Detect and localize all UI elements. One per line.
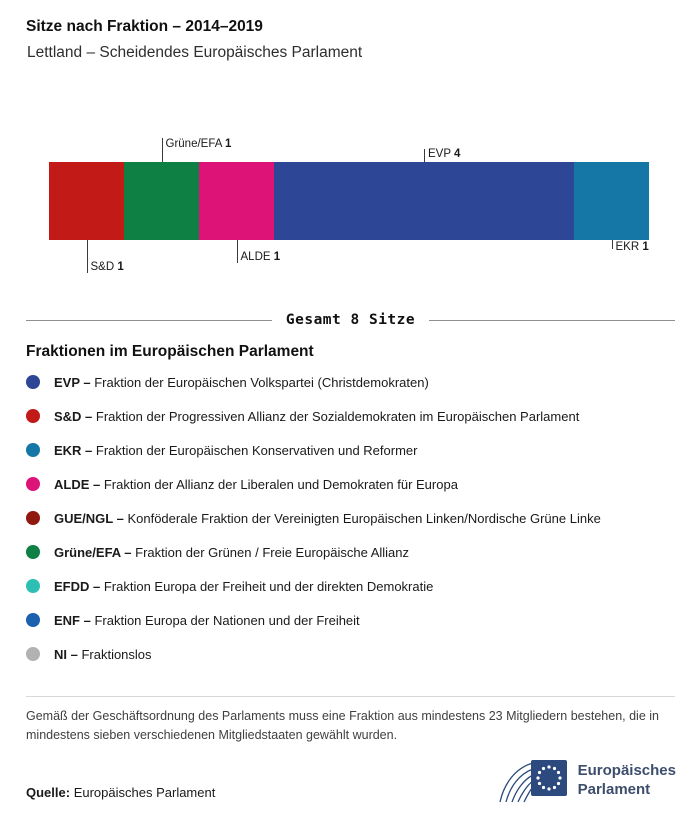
footer-divider [26,696,675,697]
bar-label-gr-ne-efa: Grüne/EFA 1 [165,138,232,150]
legend-label: EKR – Fraktion der Europäischen Konservativen und Reformer [54,442,418,458]
source-line [26,785,215,800]
legend-label: GUE/NGL – Konföderale Fraktion der Vereinigten Europäischen Linken/Nordische Grüne Linke [54,510,601,526]
total-seats-divider [26,312,675,328]
bar-segment-s-d[interactable] [49,162,124,240]
legend-label: EVP – Fraktion der Europäischen Volkspartei (Christdemokraten) [54,374,429,390]
legend-item-gue-ngl [26,501,675,535]
page-subtitle: Lettland – Scheidendes Europäisches Parlament [27,44,363,61]
legend-label: Grüne/EFA – Fraktion der Grünen / Freie Europäische Allianz [54,544,410,560]
total-seats-label: Gesamt 8 Sitze [285,312,416,328]
legend-color-dot [26,511,40,525]
divider-line-left [26,320,272,321]
legend-label: S&D – Fraktion der Progressiven Allianz der Sozialdemokraten im Europäischen Parlament [54,408,580,424]
bar-segment-alde[interactable] [199,162,274,240]
bar-label-evp: EVP 4 [428,148,461,160]
legend-item-ni [26,637,675,671]
legend-label: EFDD – Fraktion Europa der Freiheit und der direkten Demokratie [54,578,434,594]
ep-logo-text [578,762,676,800]
legend-heading: Fraktionen im Europäischen Parlament [26,343,314,360]
legend-item-gr-ne-efa [26,535,675,569]
legend-label: NI – Fraktionslos [54,646,152,662]
source-value: Europäisches Parlament [73,785,216,800]
bar-label-alde: ALDE 1 [240,251,281,263]
bar-segment-gr-ne-efa[interactable] [124,162,199,240]
bar-segment-ekr[interactable] [574,162,649,240]
legend-label: ALDE – Fraktion der Allianz der Liberalen und Demokraten für Europa [54,476,458,492]
legend-item-enf [26,603,675,637]
legend-color-dot [26,545,40,559]
legend-color-dot [26,647,40,661]
ep-logo [497,758,676,804]
legend-item-alde [26,467,675,501]
legend-color-dot [26,579,40,593]
legend-item-ekr [26,433,675,467]
legend-color-dot [26,477,40,491]
source-label: Quelle: [26,785,71,800]
legend-label: ENF – Fraktion Europa der Nationen und der Freiheit [54,612,360,628]
ep-logo-icon [497,758,569,804]
leader-line-evp [424,149,425,162]
bar-segment-evp[interactable] [274,162,574,240]
page-title: Sitze nach Fraktion – 2014–2019 [26,18,263,35]
leader-line-ekr [612,240,613,249]
divider-line-right [429,320,675,321]
bar-label-ekr: EKR 1 [615,241,649,253]
seat-bar [49,162,649,240]
seat-chart [0,0,700,300]
legend-item-efdd [26,569,675,603]
leader-line-alde [237,240,238,263]
leader-line-gr-ne-efa [162,138,163,162]
ep-logo-text-line1: Europäisches [577,762,676,780]
legend-color-dot [26,409,40,423]
leader-line-s-d [87,240,88,273]
legend-color-dot [26,613,40,627]
bar-label-s-d: S&D 1 [90,261,124,273]
legend-list [26,365,675,671]
legend-color-dot [26,375,40,389]
legend-item-evp [26,365,675,399]
ep-logo-text-line2: Parlament [577,781,651,798]
footnote: Gemäß der Geschäftsordnung des Parlaments muss eine Fraktion aus mindestens 23 Mitgliedern bestehen, die in mindestens sieben verschiedenen Mitgliedstaaten gewählt wurden. [26,709,659,743]
legend-item-s-d [26,399,675,433]
legend-color-dot [26,443,40,457]
